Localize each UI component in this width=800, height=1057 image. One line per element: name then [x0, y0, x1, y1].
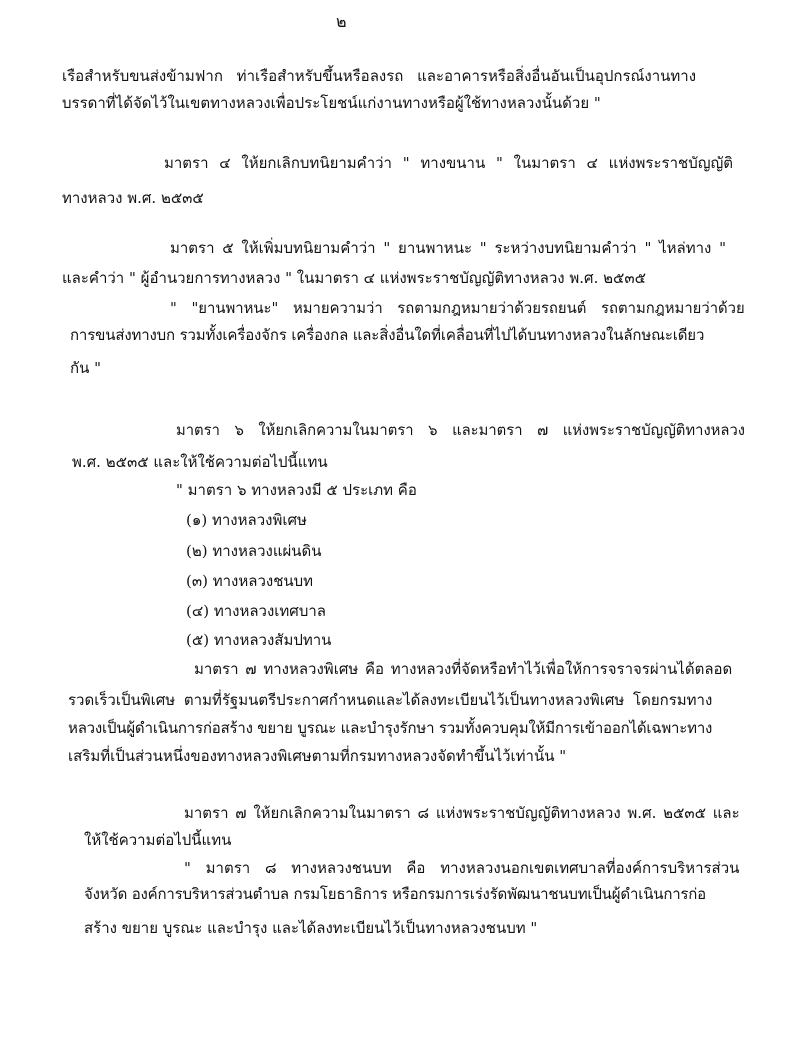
list-item: (๑) ทางหลวงพิเศษ [186, 511, 307, 529]
text-line: จังหวัด องค์การบริหารส่วนตำบล กรมโยธาธิการ หรือกรมการเร่งรัดพัฒนาชนบทเป็นผู้ดำเนินการก่อ [84, 885, 706, 903]
list-item: (๒) ทางหลวงแผ่นดิน [186, 542, 322, 560]
text-line: สร้าง ขยาย บูรณะ และบำรุง และได้ลงทะเบียนไว้เป็นทางหลวงชนบท " [84, 919, 538, 937]
text-line: " มาตรา ๘ ทางหลวงชนบท คือ ทางหลวงนอกเขตเทศบาลที่องค์การบริหารส่วน [184, 859, 740, 877]
text-line: รวดเร็วเป็นพิเศษ ตามที่รัฐมนตรีประกาศกำหนดและได้ลงทะเบียนไว้เป็นทางหลวงพิเศษ โดยกรมทาง [68, 691, 713, 709]
text-line: เรือสำหรับขนส่งข้ามฟาก ท่าเรือสำหรับขึ้นหรือลงรถ และอาคารหรือสิ่งอื่นอันเป็นอุปกรณ์งานทาง [62, 67, 697, 85]
list-item: (๕) ทางหลวงสัมปทาน [186, 631, 332, 649]
text-line: กัน " [70, 359, 102, 377]
text-line: ทางหลวง พ.ศ. ๒๕๓๕ [62, 189, 204, 207]
section-4-heading: มาตรา ๔ ให้ยกเลิกบทนิยามคำว่า " ทางขนาน " ในมาตรา ๔ แห่งพระราชบัญญัติ [164, 154, 734, 172]
text-line: มาตรา ๗ ทางหลวงพิเศษ คือ ทางหลวงที่จัดหรือทำไว้เพื่อให้การจราจรผ่านได้ตลอด [194, 660, 733, 678]
text-line: เสริมที่เป็นส่วนหนึ่งของทางหลวงพิเศษตามที่กรมทางหลวงจัดทำขึ้นไว้เท่านั้น " [68, 747, 567, 765]
text-line: หลวงเป็นผู้ดำเนินการก่อสร้าง ขยาย บูรณะ และบำรุงรักษา รวมทั้งควบคุมให้มีการเข้าออกได้เฉพาะทาง [68, 719, 713, 737]
text-line: ให้ใช้ความต่อไปนี้แทน [84, 831, 232, 849]
text-line: การขนส่งทางบก รวมทั้งเครื่องจักร เครื่องกล และสิ่งอื่นใดที่เคลื่อนที่ไปได้บนทางหลวงในลักษณะเดียว [70, 326, 705, 344]
text-line: พ.ศ. ๒๕๓๕ และให้ใช้ความต่อไปนี้แทน [72, 453, 328, 471]
page-number: ๒ [336, 12, 347, 31]
text-line: " มาตรา ๖ ทางหลวงมี ๕ ประเภท คือ [176, 481, 417, 499]
text-line: และคำว่า " ผู้อำนวยการทางหลวง " ในมาตรา ๔ แห่งพระราชบัญญัติทางหลวง พ.ศ. ๒๕๓๕ [62, 269, 646, 287]
text-line: " "ยานพาหนะ" หมายความว่า รถตามกฎหมายว่าด้วยรถยนต์ รถตามกฎหมายว่าด้วย [170, 299, 745, 317]
section-6-heading: มาตรา ๖ ให้ยกเลิกความในมาตรา ๖ และมาตรา ๗ แห่งพระราชบัญญัติทางหลวง [176, 421, 746, 439]
text-line: บรรดาที่ได้จัดไว้ในเขตทางหลวงเพื่อประโยชน์แก่งานทางหรือผู้ใช้ทางหลวงนั้นด้วย " [62, 94, 601, 112]
section-5-heading: มาตรา ๕ ให้เพิ่มบทนิยามคำว่า " ยานพาหนะ " ระหว่างบทนิยามคำว่า " ไหล่ทาง " [170, 239, 727, 257]
list-item: (๔) ทางหลวงเทศบาล [186, 602, 326, 620]
section-7-heading: มาตรา ๗ ให้ยกเลิกความในมาตรา ๘ แห่งพระราชบัญญัติทางหลวง พ.ศ. ๒๕๓๕ และ [184, 804, 740, 822]
list-item: (๓) ทางหลวงชนบท [186, 572, 314, 590]
